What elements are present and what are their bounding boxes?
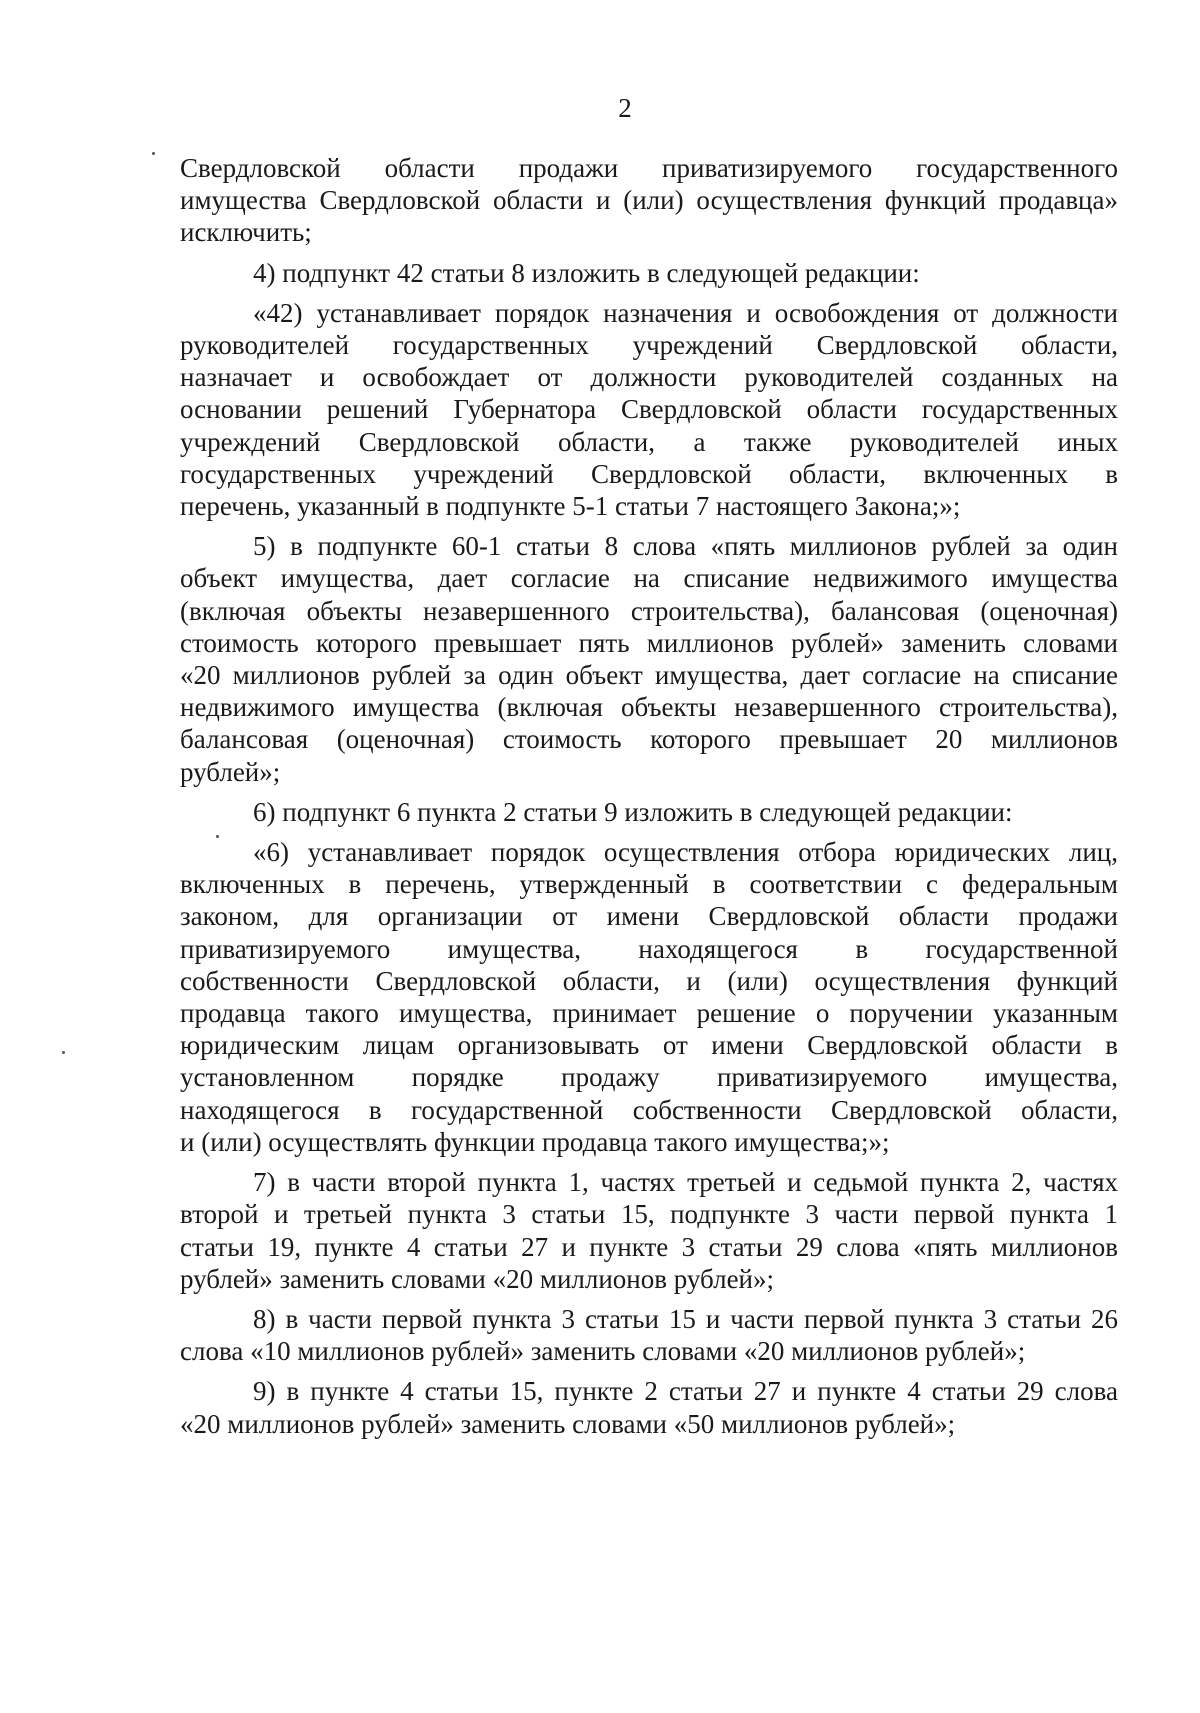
paragraph: [180, 257, 1118, 289]
text-line: собственности Свердловской области, и (или) осуществления функций: [180, 965, 1118, 996]
text-line: 5) в подпункте 60-1 статьи 8 слова «пять миллионов рублей за один: [253, 531, 1118, 562]
text-line: 8) в части первой пункта 3 статьи 15 и части первой пункта 3 статьи 26: [253, 1303, 1118, 1334]
text-line: приватизируемого имущества, находящегося в государственной: [180, 933, 1118, 964]
text-line: включенных в перечень, утвержденный в соответствии с федеральным: [180, 869, 1118, 900]
text-line: 6) подпункт 6 пункта 2 статьи 9 изложить в следующей редакции:: [253, 796, 1013, 827]
paragraph: [180, 297, 1118, 522]
text-line: недвижимого имущества (включая объекты незавершенного строительства),: [180, 692, 1118, 723]
text-line: исключить;: [180, 217, 312, 248]
text-line: стоимость которого превышает пять миллионов рублей» заменить словами: [180, 627, 1118, 658]
text-line: учреждений Свердловской области, а также руководителей иных: [180, 426, 1118, 457]
text-line: «20 миллионов рублей» заменить словами «50 миллионов рублей»;: [180, 1408, 956, 1439]
text-line: слова «10 миллионов рублей» заменить словами «20 миллионов рублей»;: [180, 1336, 1026, 1367]
text-line: перечень, указанный в подпункте 5-1 статьи 7 настоящего Закона;»;: [180, 491, 961, 522]
text-line: установленном порядке продажу приватизируемого имущества,: [180, 1062, 1118, 1093]
text-line: имущества Свердловской области и (или) осуществления функций продавца»: [180, 185, 1118, 216]
paragraph: [180, 1166, 1118, 1295]
text-line: 7) в части второй пункта 1, частях третьей и седьмой пункта 2, частях: [253, 1167, 1118, 1198]
text-line: 4) подпункт 42 статьи 8 изложить в следующей редакции:: [253, 257, 920, 288]
text-line: рублей»;: [180, 756, 281, 787]
document-body: [180, 152, 1118, 1448]
scan-speck: [152, 152, 155, 155]
text-line: балансовая (оценочная) стоимость которого превышает 20 миллионов: [180, 724, 1118, 755]
text-line: находящегося в государственной собственности Свердловской области,: [180, 1094, 1118, 1125]
text-line: «6) устанавливает порядок осуществления отбора юридических лиц,: [253, 837, 1118, 868]
text-line: рублей» заменить словами «20 миллионов рублей»;: [180, 1263, 774, 1294]
text-line: юридическим лицам организовывать от имени Свердловской области в: [180, 1030, 1118, 1061]
text-line: назначает и освобождает от должности руководителей созданных на: [180, 362, 1118, 393]
text-line: (включая объекты незавершенного строительства), балансовая (оценочная): [180, 595, 1118, 626]
text-line: 9) в пункте 4 статьи 15, пункте 2 статьи 27 и пункте 4 статьи 29 слова: [253, 1376, 1118, 1407]
text-line: объект имущества, дает согласие на списание недвижимого имущества: [180, 563, 1118, 594]
paragraph: [180, 796, 1118, 828]
text-line: руководителей государственных учреждений Свердловской области,: [180, 330, 1118, 361]
scan-speck: [216, 835, 219, 838]
paragraph: [180, 152, 1118, 249]
text-line: статьи 19, пункте 4 статьи 27 и пункте 3 статьи 29 слова «пять миллионов: [180, 1231, 1118, 1262]
text-line: «42) устанавливает порядок назначения и освобождения от должности: [253, 297, 1118, 328]
page-number: 2: [618, 93, 632, 123]
paragraph: [180, 836, 1118, 1158]
text-line: второй и третьей пункта 3 статьи 15, подпункте 3 части первой пункта 1: [180, 1199, 1118, 1230]
scan-speck: [62, 1051, 65, 1054]
text-line: основании решений Губернатора Свердловской области государственных: [180, 394, 1118, 425]
text-line: и (или) осуществлять функции продавца такого имущества;»;: [180, 1126, 890, 1157]
paragraph: [180, 530, 1118, 788]
text-line: «20 миллионов рублей за один объект имущества, дает согласие на списание: [180, 660, 1118, 691]
text-line: государственных учреждений Свердловской области, включенных в: [180, 458, 1118, 489]
text-line: продавца такого имущества, принимает решение о поручении указанным: [180, 998, 1118, 1029]
text-line: законом, для организации от имени Свердловской области продажи: [180, 901, 1118, 932]
paragraph: [180, 1303, 1118, 1367]
paragraph: [180, 1375, 1118, 1439]
text-line: Свердловской области продажи приватизируемого государственного: [180, 153, 1118, 183]
